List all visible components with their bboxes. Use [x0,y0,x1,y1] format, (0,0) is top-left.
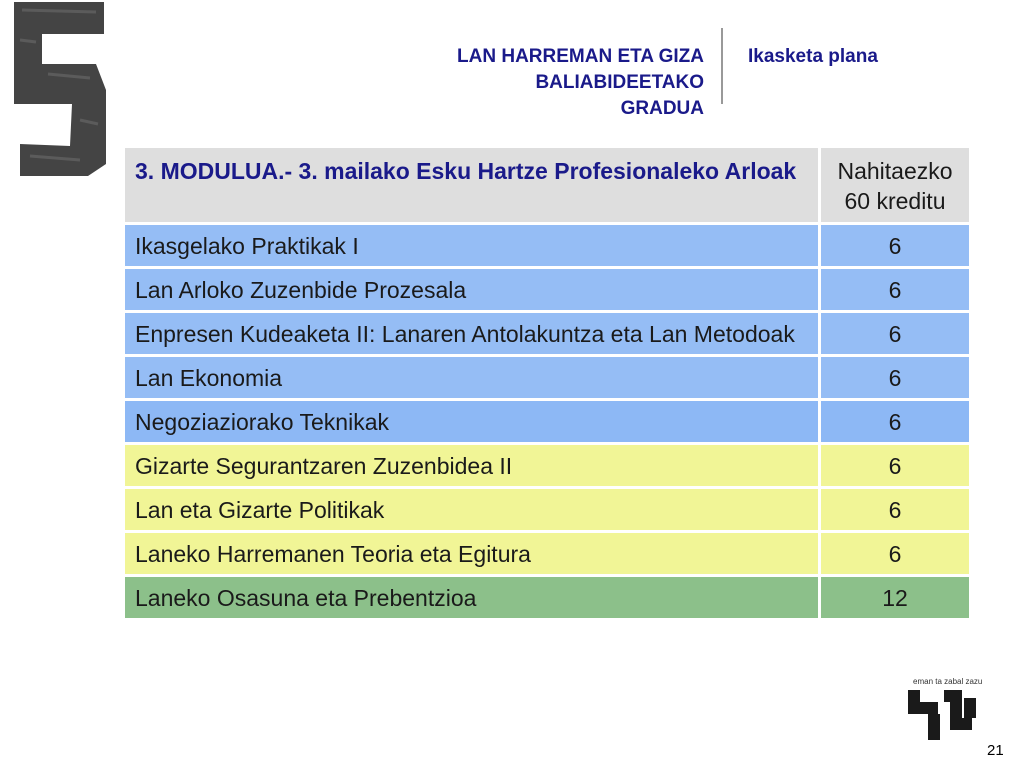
university-logo-icon [904,676,983,742]
degree-title-line-3: GRADUA [620,98,704,119]
table-row [125,445,972,489]
table-row [125,401,972,445]
module-credits-label: 60 kreditu [844,188,946,214]
course-name: Enpresen Kudeaketa II: Lanaren Antolakuntza eta Lan Metodoak [125,313,821,357]
course-name: Lan eta Gizarte Politikak [125,489,821,533]
course-name: Lan Ekonomia [125,357,821,401]
header-divider [721,28,723,104]
table-row [125,313,972,357]
degree-title-line-2: BALIABIDEETAKO [535,72,704,93]
course-credits: 6 [821,313,972,357]
section-title: Ikasketa plana [748,46,878,67]
course-name: Laneko Osasuna eta Prebentzioa [125,577,821,621]
table-row [125,357,972,401]
course-credits: 6 [821,533,972,577]
table-row [125,269,972,313]
course-table [125,148,972,621]
course-credits: 12 [821,577,972,621]
table-row [125,225,972,269]
course-credits: 6 [821,401,972,445]
course-credits: 6 [821,357,972,401]
course-name: Lan Arloko Zuzenbide Prozesala [125,269,821,313]
course-name: Ikasgelako Praktikak I [125,225,821,269]
table-row [125,533,972,577]
course-credits: 6 [821,489,972,533]
course-credits: 6 [821,269,972,313]
table-row [125,489,972,533]
course-name: Gizarte Segurantzaren Zuzenbidea II [125,445,821,489]
module-title: 3. MODULUA.- 3. mailako Esku Hartze Profesionaleko Arloak [125,148,821,225]
course-credits: 6 [821,445,972,489]
table-row [125,577,972,621]
module-credits [821,148,972,225]
degree-title-line-1: LAN HARREMAN ETA GIZA [457,46,704,67]
page-number: 21 [987,742,1004,759]
course-credits: 6 [821,225,972,269]
module-type-label: Nahitaezko [837,158,953,184]
table-header-row [125,148,972,225]
course-name: Negoziaziorako Teknikak [125,401,821,445]
logo-caption: eman ta zabal zazu [913,677,983,686]
course-name: Laneko Harremanen Teoria eta Egitura [125,533,821,577]
degree-title [374,44,704,122]
decorative-number-glyph [0,0,112,178]
